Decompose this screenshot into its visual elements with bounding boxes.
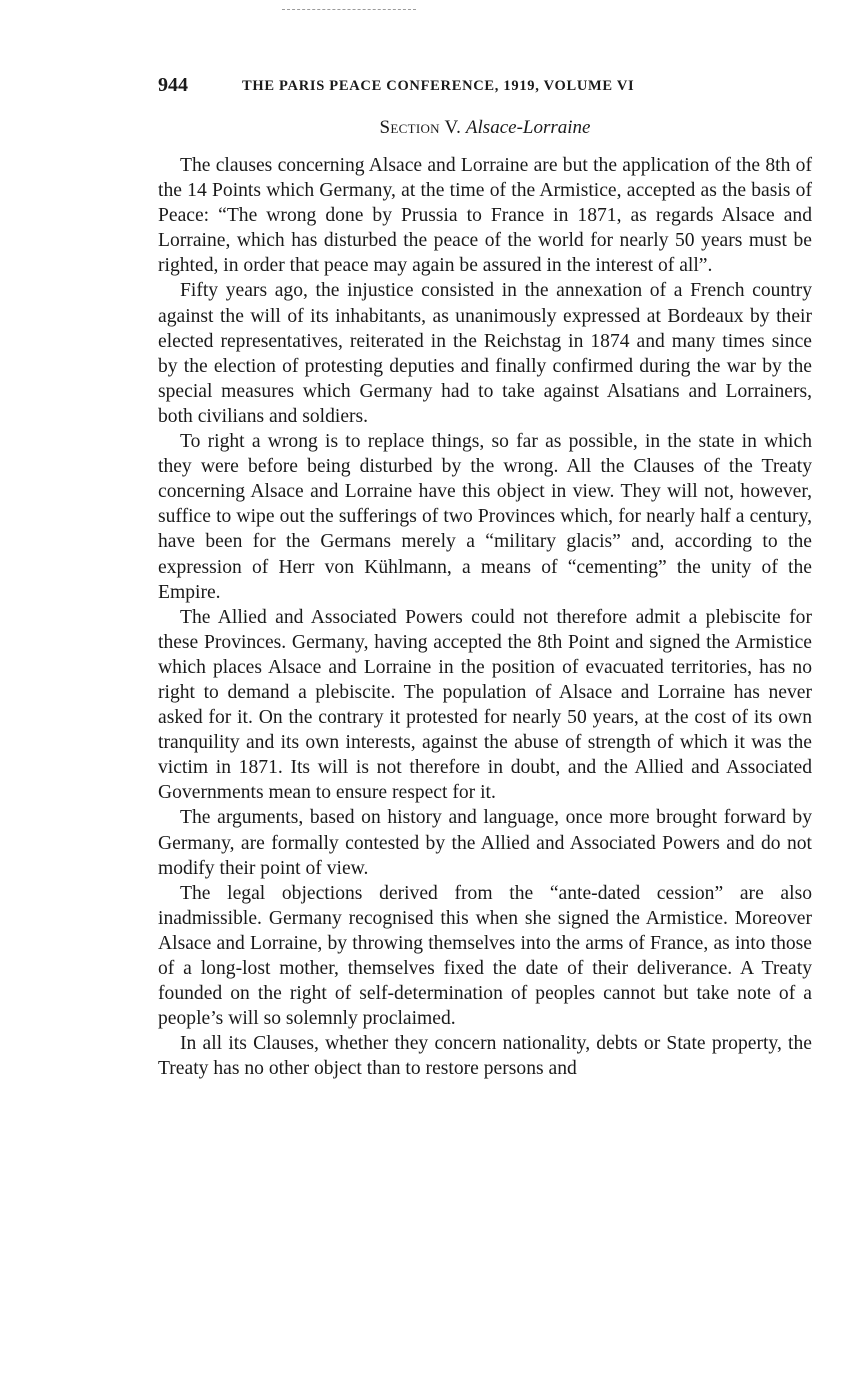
running-title: THE PARIS PEACE CONFERENCE, 1919, VOLUME VI bbox=[242, 78, 635, 94]
top-divider bbox=[282, 9, 416, 10]
body-text bbox=[158, 153, 812, 1081]
paragraph: The clauses concerning Alsace and Lorraine are but the application of the 8th of the 14 Points which Germany, at the time of the Armistice, accepted as the basis of Peace: “The wrong done by Prussia to France in 1871, as regards Alsace and Lorraine, which has disturbed the peace of the world for nearly 50 years must be righted, in order that peace may again be assured in the interest of all”. bbox=[158, 155, 812, 277]
paragraph: The Allied and Associated Powers could not therefore admit a plebiscite for these Provinces. Germany, having accepted the 8th Point and signed the Armistice which places Alsace and Lorraine in the position of evacuated territories, has no right to demand a plebiscite. The population of Alsace and Lorraine has never asked for it. On the contrary it protested for nearly 50 years, at the cost of its own tranquility and its own interests, against the abuse of strength of which it was the victim in 1871. Its will is not therefore in doubt, and the Allied and Associated Governments mean to ensure respect for it. bbox=[158, 606, 812, 804]
paragraph: The legal objections derived from the “ante-dated cession” are also inadmissible. Germany recognised this when she signed the Armistice. Moreover Alsace and Lorraine, by throwing themselves into the arms of France, as into those of a long-lost mother, themselves fixed the date of their deliverance. A Treaty founded on the right of self-determination of peoples cannot but take note of a people’s will so solemnly proclaimed. bbox=[158, 882, 812, 1030]
section-title: Alsace-Lorraine bbox=[465, 117, 591, 138]
paragraph: In all its Clauses, whether they concern nationality, debts or State property, the Treaty has no other object than to restore persons and bbox=[158, 1033, 812, 1080]
section-heading bbox=[158, 116, 812, 140]
page-number: 944 bbox=[158, 74, 188, 96]
running-header bbox=[158, 72, 812, 102]
paragraph: To right a wrong is to replace things, so far as possible, in the state in which they were before being disturbed by the wrong. All the Clauses of the Treaty concerning Alsace and Lorraine have this object in view. They will not, however, suffice to wipe out the sufferings of two Provinces which, for nearly half a century, have been for the Germans merely a “military glacis” and, according to the expression of Herr von Kühlmann, a means of “cementing” the unity of the Empire. bbox=[158, 431, 812, 603]
paragraph: Fifty years ago, the injustice consisted in the annexation of a French country against the will of its inhabitants, as unanimously expressed at Bordeaux by their elected representatives, reiterated in the Reichstag in 1874 and many times since by the election of protesting deputies and finally confirmed during the war by the special measures which Germany had to take against Alsatians and Lorrainers, both civilians and soldiers. bbox=[158, 280, 812, 427]
paragraph: The arguments, based on history and language, once more brought forward by Germany, are formally contested by the Allied and Associated Powers and do not modify their point of view. bbox=[158, 807, 812, 879]
section-label: Section V. bbox=[379, 117, 462, 138]
